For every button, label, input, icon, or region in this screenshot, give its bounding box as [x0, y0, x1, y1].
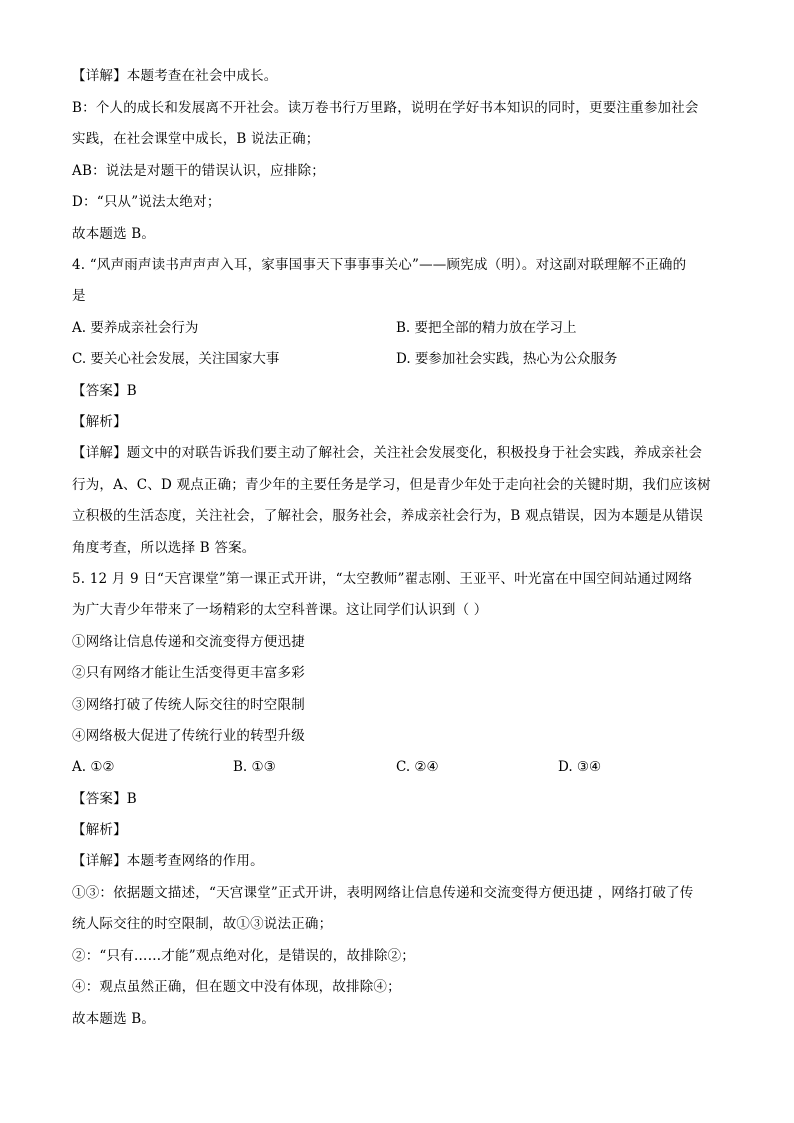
q3-detail-heading: 【详解】本题考查在社会中成长。 — [72, 68, 278, 84]
q5-detail-line-2: 统人际交往的时空限制，故①③说法正确； — [72, 916, 333, 932]
q4-answer: 【答案】B — [72, 383, 137, 399]
q5-answer: 【答案】B — [72, 791, 137, 807]
q5-option-c: C. ②④ — [396, 759, 439, 775]
q4-detail-line-1: 【详解】题文中的对联告诉我们要主动了解社会，关注社会发展变化，积极投身于社会实践，养成亲社会 — [72, 445, 703, 461]
q3-detail-line-ab: AB：说法是对题干的错误认识，应排除； — [72, 163, 325, 179]
q5-stem-cont: 为广大青少年带来了一场精彩的太空科普课。这让同学们认识到（ ） — [72, 602, 488, 618]
q4-option-b: B. 要把全部的精力放在学习上 — [396, 320, 577, 336]
q5-option-a: A. ①② — [72, 759, 115, 775]
q5-statement-1: ①网络让信息传递和交流变得方便迅捷 — [72, 634, 305, 650]
q5-statement-4: ④网络极大促进了传统行业的转型升级 — [72, 728, 305, 744]
q3-detail-line-b: B：个人的成长和发展离不开社会。读万卷书行万里路，说明在学好书本知识的同时，更要注重参加社会 — [72, 100, 699, 116]
q4-detail-line-3: 立积极的生活态度，关注社会，了解社会，服务社会，养成亲社会行为，B 观点错误，因为本题是从错误 — [72, 508, 704, 524]
q3-detail-line-b-cont: 实践，在社会课堂中成长，B 说法正确； — [72, 131, 320, 147]
q5-statement-3: ③网络打破了传统人际交往的时空限制 — [72, 697, 305, 713]
q4-analysis-label: 【解析】 — [72, 414, 127, 430]
q4-stem-cont: 是 — [72, 288, 86, 304]
q5-stem: 5. 12 月 9 日“天宫课堂”第一课正式开讲，“太空教师”翟志刚、王亚平、叶光富在中国空间站通过网络 — [72, 571, 693, 587]
q4-detail-line-2: 行为，A、C、D 观点正确；青少年的主要任务是学习，但是青少年处于走向社会的关键时期，我们应该树 — [72, 477, 711, 493]
q5-option-d: D. ③④ — [558, 759, 602, 775]
q4-stem: 4. “风声雨声读书声声声入耳，家事国事天下事事事关心”——顾宪成（明）。对这副对联理解不正确的 — [72, 257, 687, 273]
q4-option-a: A. 要养成亲社会行为 — [72, 320, 199, 336]
q4-option-c: C. 要关心社会发展，关注国家大事 — [72, 351, 280, 367]
q5-detail-heading: 【详解】本题考查网络的作用。 — [72, 853, 264, 869]
q5-analysis-label: 【解析】 — [72, 822, 127, 838]
q5-conclusion: 故本题选 B。 — [72, 1011, 156, 1027]
q4-detail-line-4: 角度考查，所以选择 B 答案。 — [72, 540, 256, 556]
q5-statement-2: ②只有网络才能让生活变得更丰富多彩 — [72, 665, 305, 681]
q5-detail-line-1: ①③：依据题文描述，“天宫课堂”正式开讲，表明网络让信息传递和交流变得方便迅捷 ，网络打破了传 — [72, 885, 694, 901]
q3-detail-line-d: D：“只从”说法太绝对； — [72, 194, 221, 210]
q5-detail-line-3: ②：“只有……才能”观点绝对化，是错误的，故排除②； — [72, 948, 416, 964]
q3-conclusion: 故本题选 B。 — [72, 226, 156, 242]
q5-option-b: B. ①③ — [233, 759, 276, 775]
q5-detail-line-4: ④：观点虽然正确，但在题文中没有体现，故排除④； — [72, 979, 401, 995]
q4-option-d: D. 要参加社会实践，热心为公众服务 — [396, 351, 618, 367]
